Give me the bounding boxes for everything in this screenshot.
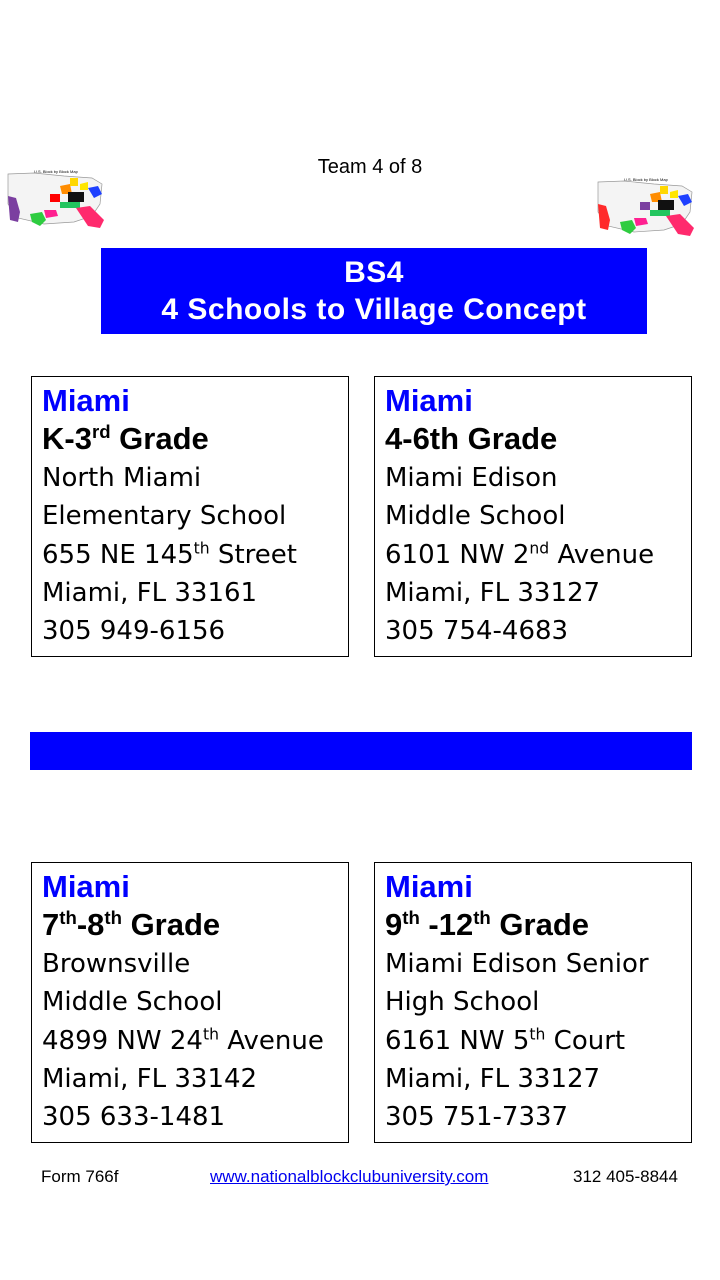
school-card-9-12 bbox=[374, 862, 692, 1143]
school-address: 6161 NW 5th Court bbox=[385, 1025, 626, 1056]
card-grade: 7th-8th Grade bbox=[42, 906, 221, 942]
school-name-line1: Miami Edison bbox=[385, 463, 558, 493]
banner-title: BS4 bbox=[344, 256, 404, 289]
card-city: Miami bbox=[385, 869, 473, 904]
map-logo-caption: U.S. Block by Block Map bbox=[624, 177, 668, 182]
card-grade: 4-6th Grade bbox=[385, 421, 558, 456]
school-phone: 305 754-4683 bbox=[385, 616, 569, 647]
card-city: Miami bbox=[385, 383, 473, 418]
school-phone: 305 633-1481 bbox=[42, 1102, 226, 1133]
school-city-state-zip: Miami, FL 33142 bbox=[42, 1063, 258, 1094]
school-name-line1: North Miami bbox=[42, 463, 202, 493]
school-city-state-zip: Miami, FL 33161 bbox=[42, 577, 258, 608]
school-card-4-6 bbox=[374, 376, 692, 657]
school-city-state-zip: Miami, FL 33127 bbox=[385, 577, 601, 608]
school-name-line1: Miami Edison Senior bbox=[385, 949, 649, 979]
school-city-state-zip: Miami, FL 33127 bbox=[385, 1063, 601, 1094]
school-phone: 305 751-7337 bbox=[385, 1102, 569, 1133]
card-grade: K-3rd Grade bbox=[42, 420, 209, 456]
school-address: 4899 NW 24th Avenue bbox=[42, 1025, 324, 1056]
map-logo-caption: U.S. Block by Block Map bbox=[34, 169, 78, 174]
school-name-line2: Middle School bbox=[385, 501, 566, 532]
school-address: 6101 NW 2nd Avenue bbox=[385, 539, 655, 570]
school-name-line2: Middle School bbox=[42, 987, 223, 1018]
school-name-line1: Brownsville bbox=[42, 949, 191, 979]
card-grade: 9th -12th Grade bbox=[385, 906, 590, 942]
school-name-line2: Elementary School bbox=[42, 501, 287, 532]
card-city: Miami bbox=[42, 383, 130, 418]
us-map-logo-right bbox=[594, 172, 700, 242]
footer-phone: 312 405-8844 bbox=[573, 1167, 678, 1186]
school-name-line2: High School bbox=[385, 987, 540, 1018]
us-map-logo-left bbox=[4, 164, 110, 234]
team-label: Team 4 of 8 bbox=[317, 156, 423, 178]
blue-separator-bar bbox=[30, 732, 692, 770]
title-banner bbox=[101, 248, 647, 334]
banner-subtitle: 4 Schools to Village Concept bbox=[161, 293, 587, 326]
school-address: 655 NE 145th Street bbox=[42, 539, 297, 570]
footer-form-number: Form 766f bbox=[41, 1167, 119, 1186]
footer-website-link[interactable]: www.nationalblockclubuniversity.com bbox=[210, 1167, 489, 1186]
school-card-k3 bbox=[31, 376, 349, 657]
school-card-7-8 bbox=[31, 862, 349, 1143]
card-city: Miami bbox=[42, 869, 130, 904]
school-phone: 305 949-6156 bbox=[42, 616, 226, 647]
